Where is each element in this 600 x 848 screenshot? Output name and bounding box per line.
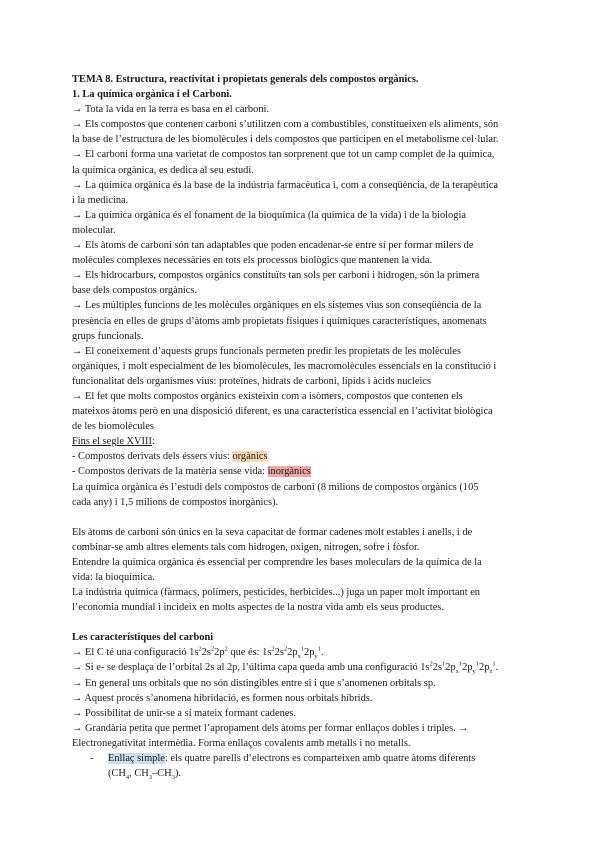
paragraph-line: Electronegativitat intermèdia. Forma enllaços covalents amb metalls i no metalls.	[72, 737, 411, 749]
section-heading-1: 1. La química orgànica i el Carboni.	[72, 89, 232, 101]
bullet-formula: ($CH_4$, $CH_3-CH_3$).	[108, 768, 181, 782]
paragraph-line: La indústria química (fàrmacs, polímers, pesticides, herbicides...) juga un paper molt important en	[72, 587, 480, 599]
paragraph-line: l’economia mundial i incideix en molts aspectes de la nostra vida amb els seus productes.	[72, 602, 444, 614]
paragraph: → El coneixement d’aquests grups funcionals permeten predir les propietats de les molècules	[72, 345, 461, 357]
paragraph: → Aquest procés s’anomena hibridació, es formen nous orbitals híbrids.	[72, 692, 373, 704]
paragraph: → Les múltiples funcions de les molècules orgàniques en els sistemes vius son conseqüència de la	[72, 300, 482, 312]
bullet-item: - Enllaç simple: els quatre parells d’electrons es comparteixen amb quatre àtoms diferents	[90, 753, 476, 765]
arrow-icon: →	[72, 179, 83, 191]
paragraph: → El fet que molts compostos orgànics existeixin com a isòmers, compostos que contenen els	[72, 390, 463, 402]
paragraph: → El carboni forma una varietat de compostos tan sorprenent que tot un camp complet de la química,	[72, 149, 495, 161]
paragraph: → Els àtoms de carboni són tan adaptables que poden encadenar-se entre sí per formar milers de	[72, 240, 474, 252]
arrow-icon: →	[72, 149, 83, 161]
arrow-icon: →	[72, 692, 83, 704]
highlight-inorganics: inorgànics	[267, 466, 311, 478]
highlight-organics: orgànics	[232, 451, 268, 463]
list-item: - Compostos derivats dels éssers vius: orgànics	[72, 451, 268, 463]
arrow-icon: →	[72, 270, 83, 282]
paragraph-line: presència en elles de grups d’àtoms amb propietats físiques i químiques característiques, anomenats	[72, 315, 487, 327]
paragraph-line: molecular.	[72, 224, 116, 236]
paragraph: → La química orgànica és el fonament de la bioquímica (la química de la vida) i de la biologia	[72, 209, 466, 221]
paragraph-line: molècules complexes necessàries en tots els processos biològics que mantenen la vida.	[72, 255, 433, 267]
paragraph: → En general uns orbitals que no són distingibles entre si i que s’anomenen orbitals sp.	[72, 677, 436, 689]
summary-line: cada any) i 1,5 milions de compostos inorgànics).	[72, 496, 279, 508]
arrow-icon: →	[72, 300, 83, 312]
paragraph: → Tota la vida en la terra es basa en el carboni.	[72, 104, 270, 116]
configuration-line: → El C té una configuració $1s^22s^22p^2$ que és: $1s^22s^22p_x^12p_y^1$.	[72, 645, 324, 661]
configuration-line: → Si e- se desplaça de l’orbital 2s al 2p, l’última capa queda amb una configuració $1s^22s^12p_x^12p_y^12p_z^1$.	[72, 661, 499, 676]
arrow-icon: →	[72, 390, 83, 402]
summary-line: La química orgànica és l’estudi dels compostos de carboni (8 milions de compostos orgànics (105	[72, 481, 479, 493]
paragraph-line: combinar-se amb altres elements tals com hidrogen, oxigen, nitrogen, sofre i fòsfor.	[72, 541, 420, 553]
paragraph-line: la base de l’estructura de les biomolècules i dels compostos que participen en el metabolisme cel·lular.	[72, 134, 499, 146]
arrow-icon: →	[72, 677, 83, 689]
paragraph-line: base dels compostos orgànics.	[72, 285, 198, 297]
arrow-icon: →	[72, 209, 83, 221]
fins-label: Fins el segle XVIII:	[72, 436, 155, 448]
paragraph: → Els hidrocarburs, compostos orgànics constituïts tan sols per carboni i hidrogen, són la primera	[72, 270, 480, 282]
arrow-icon: →	[72, 647, 83, 659]
paragraph-line: funcionalitat dels organismes vius: proteïnes, hidrats de carboni, lípids i àcids nucleics	[72, 375, 432, 387]
paragraph-line: de les biomolècules	[72, 421, 154, 433]
arrow-icon: →	[72, 662, 83, 674]
arrow-icon: →	[72, 119, 83, 131]
paragraph: → Els compostos que contenen carboni s’utilitzen com a combustibles, constitueixen els aliments, són	[72, 119, 499, 131]
paragraph: → La química orgànica és la base de la indústria farmacèutica i, com a conseqüència, de la terapèutica	[72, 179, 498, 191]
highlight-single-bond: Enllaç simple	[108, 753, 165, 765]
paragraph: → Grandària petita que permet l’apropament dels àtoms per formar enllaços dobles i triples. →	[72, 722, 469, 734]
paragraph-line: Els àtoms de carboni són únics en la seva capacitat de formar cadenes molt estables i anells, i de	[72, 526, 473, 538]
paragraph-line: i la medicina.	[72, 194, 129, 206]
paragraph-line: orgàniques, i molt especialment de les biomolècules, les macromolècules essencials en la constitució i	[72, 360, 497, 372]
paragraph-line: la química orgànica, es dedica al seu estudi.	[72, 164, 254, 176]
paragraph-line: grups funcionals.	[72, 330, 144, 342]
list-item: - Compostos derivats de la matèria sense vida: inorgànics	[72, 466, 311, 478]
section-heading-2: Les característiques del carboni	[72, 632, 214, 644]
arrow-icon: →	[72, 240, 83, 252]
arrow-icon: →	[72, 722, 83, 734]
arrow-icon: →	[72, 345, 83, 357]
document-page	[72, 72, 532, 781]
paragraph: → Possibilitat de unir-se a sí mateix formant cadenes.	[72, 707, 297, 719]
paragraph-line: vida: la bioquímica.	[72, 572, 155, 583]
arrow-icon: →	[72, 707, 83, 719]
paragraph-line: mateixos àtoms però en una disposició diferent, es una característica essencial en l’activitat biològica	[72, 406, 493, 418]
arrow-icon: →	[72, 104, 83, 116]
paragraph-line: Entendre la química orgànica és essencial per comprendre les bases moleculars de la química de la	[72, 556, 482, 568]
document-title: TEMA 8. Estructura, reactivitat i propietats generals dels compostos orgànics.	[72, 74, 419, 85]
